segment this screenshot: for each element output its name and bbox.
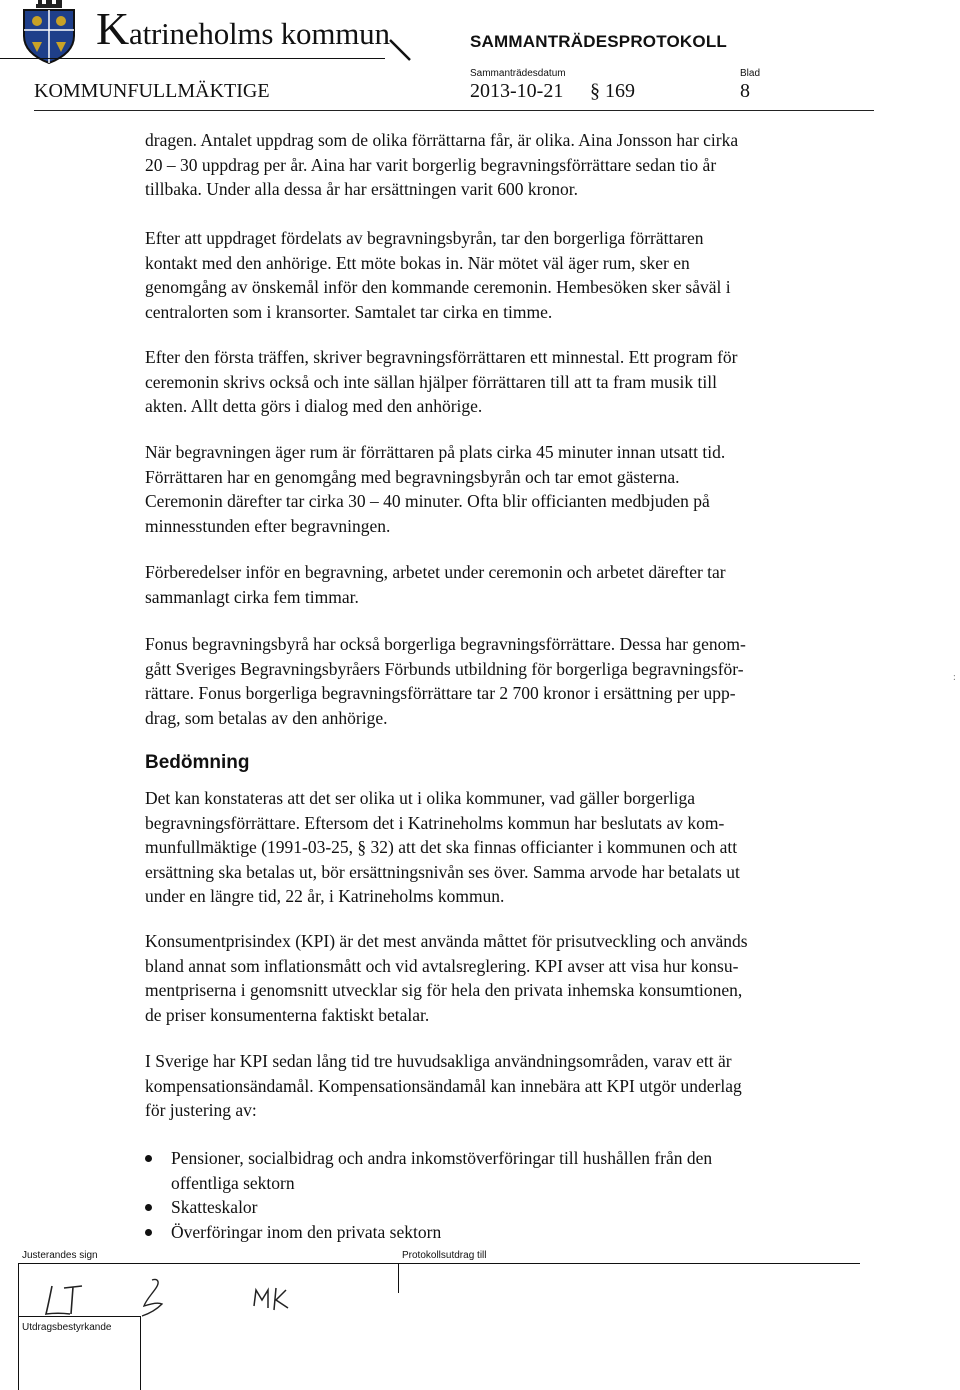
footer-left-border bbox=[18, 1263, 19, 1390]
list-item-line: offentliga sektorn bbox=[171, 1172, 295, 1193]
paragraph-6 bbox=[145, 632, 845, 730]
certifier-label: Utdragsbestyrkande bbox=[22, 1322, 112, 1333]
paragraph-8 bbox=[145, 929, 845, 1027]
text-line: sammanlagt cirka fem timmar. bbox=[145, 586, 359, 607]
paragraph-2 bbox=[145, 226, 845, 324]
municipality-crest-icon bbox=[18, 0, 80, 64]
text-line: mentpriserna i genomsnitt utvecklar sig för hela den privata inhemska konsumtionen, bbox=[145, 980, 743, 1000]
text-line: kompensationsändamål. Kompensationsändamål kan innebära att KPI utgör underlag bbox=[145, 1075, 742, 1096]
text-line: munfullmäktige (1991-03-25, § 32) att det ska finnas officianter i kommunen och att bbox=[145, 837, 738, 857]
paragraph-9 bbox=[145, 1049, 845, 1123]
extract-label: Protokollsutdrag till bbox=[402, 1250, 487, 1261]
text-line: Ceremonin därefter tar cirka 30 – 40 minuter. Ofta blir officianten medbjuden på bbox=[145, 491, 710, 511]
municipality-name-rest: atrineholms kommun bbox=[129, 16, 390, 51]
section-number: § 169 bbox=[590, 80, 635, 102]
signature-label: Justerandes sign bbox=[22, 1250, 98, 1261]
text-line: Fonus begravningsbyrå har också borgerliga begravningsförrättare. Dessa har genom- bbox=[145, 634, 746, 654]
text-line: Efter den första träffen, skriver begravningsförrättaren ett minnestal. Ett program för bbox=[145, 347, 738, 367]
list-item-line: Pensioner, socialbidrag och andra inkomstöverföringar till hushållen från den bbox=[171, 1148, 713, 1168]
list-item bbox=[145, 1220, 845, 1245]
section-heading-assessment: Bedömning bbox=[145, 752, 250, 773]
text-line: Förrättaren har en genomgång med begravningsbyrån och tar emot gästerna. bbox=[145, 466, 680, 487]
text-line: Förberedelser inför en begravning, arbetet under ceremonin och arbetet därefter tar bbox=[145, 562, 726, 582]
paragraph-4 bbox=[145, 440, 845, 538]
text-line: akten. Allt detta görs i dialog med den anhörige. bbox=[145, 396, 483, 416]
footer-middle-border bbox=[398, 1263, 399, 1293]
text-line: ceremonin skrivs också och inte sällan hjälper förrättaren till att ta fram musik till bbox=[145, 371, 717, 392]
document-type: SAMMANTRÄDESPROTOKOLL bbox=[470, 32, 727, 51]
paragraph-3 bbox=[145, 345, 845, 419]
footer-divider bbox=[18, 1263, 860, 1264]
bullet-icon bbox=[145, 1155, 152, 1162]
text-line: centralorten som i kransorter. Samtalet tar cirka en timme. bbox=[145, 301, 553, 322]
municipality-name bbox=[96, 3, 390, 54]
text-line: under en längre tid, 22 år, i Katrineholms kommun. bbox=[145, 886, 505, 906]
paragraph-1 bbox=[145, 128, 845, 202]
meeting-date-label: Sammanträdesdatum bbox=[470, 68, 566, 79]
municipality-name-initial: K bbox=[96, 3, 130, 54]
paragraph-5 bbox=[145, 560, 845, 609]
text-line: gått Sveriges Begravningsbyråers Förbunds utbildning för borgerliga begravningsför- bbox=[145, 658, 744, 679]
list-item bbox=[145, 1195, 845, 1220]
text-line: Efter att uppdraget fördelats av begravningsbyrån, tar den borgerliga förrättaren bbox=[145, 228, 704, 248]
certifier-divider bbox=[18, 1316, 140, 1317]
bullet-icon bbox=[145, 1229, 152, 1236]
list-item bbox=[145, 1146, 845, 1195]
brand-underline bbox=[0, 58, 385, 59]
text-line: I Sverige har KPI sedan lång tid tre huvudsakliga användningsområden, varav ett är bbox=[145, 1051, 732, 1071]
text-line: begravningsförrättare. Eftersom det i Katrineholms kommun har beslutats av kom- bbox=[145, 812, 725, 833]
text-line: Konsumentprisindex (KPI) är det mest använda måttet för prisutveckling och används bbox=[145, 931, 748, 951]
text-line: ersättning ska betalas ut, bör ersättningsnivån ses över. Samma arvode har betalats ut bbox=[145, 861, 740, 882]
text-line: kontakt med den anhörige. Ett möte bokas in. När mötet väl äger rum, sker en bbox=[145, 252, 690, 273]
scan-speck: : bbox=[953, 672, 956, 683]
text-line: 20 – 30 uppdrag per år. Aina har varit borgerlig begravningsförrättare sedan tio år bbox=[145, 154, 717, 175]
meeting-date: 2013-10-21 bbox=[470, 80, 564, 102]
text-line: för justering av: bbox=[145, 1100, 257, 1120]
text-line: När begravningen äger rum är förrättaren på plats cirka 45 minuter innan utsatt tid. bbox=[145, 442, 726, 462]
text-line: de priser konsumenterna faktiskt betalar. bbox=[145, 1004, 430, 1025]
text-line: dragen. Antalet uppdrag som de olika förrättarna får, är olika. Aina Jonsson har cirka bbox=[145, 130, 739, 150]
committee-name: KOMMUNFULLMÄKTIGE bbox=[34, 80, 270, 102]
text-line: drag, som betalas av den anhörige. bbox=[145, 707, 388, 728]
bullet-icon bbox=[145, 1204, 152, 1211]
text-line: tillbaka. Under alla dessa år har ersättningen varit 600 kronor. bbox=[145, 179, 578, 199]
text-line: genomgång av önskemål inför den kommande ceremonin. Hembesöken sker såväl i bbox=[145, 277, 731, 297]
sheet-number: 8 bbox=[740, 80, 750, 102]
sheet-label: Blad bbox=[740, 68, 761, 79]
text-line: bland annat som inflationsmått och vid avtalsreglering. KPI avser att visa hur konsu- bbox=[145, 955, 739, 976]
adjustment-list bbox=[145, 1146, 845, 1244]
text-line: rättare. Fonus borgerliga begravningsförrättare tar 2 700 kronor i ersättning per upp- bbox=[145, 683, 736, 703]
certifier-right-border bbox=[140, 1316, 141, 1390]
text-line: minnesstunden efter begravningen. bbox=[145, 515, 391, 536]
list-item-line: Skatteskalor bbox=[171, 1197, 258, 1217]
list-item-line: Överföringar inom den privata sektorn bbox=[171, 1221, 442, 1242]
header-divider bbox=[34, 110, 874, 111]
text-line: Det kan konstateras att det ser olika ut i olika kommuner, vad gäller borgerliga bbox=[145, 788, 696, 808]
paragraph-7 bbox=[145, 786, 845, 909]
brand-tick-icon bbox=[388, 36, 416, 64]
